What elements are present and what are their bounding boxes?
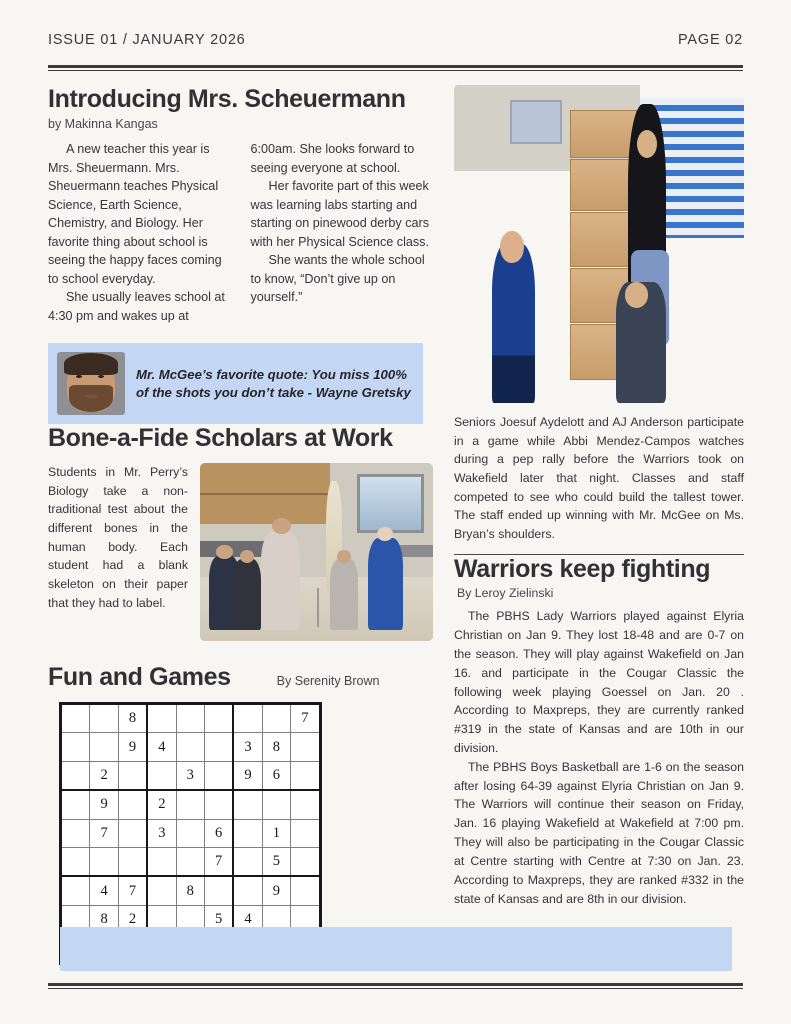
sudoku-cell[interactable] [262,704,290,733]
paragraph: The PBHS Lady Warriors played against Elyria Christian on Jan 9. They lost 18-48 and are 0-7 on the season. They will play against Wakefield on Jan 16. and participate in the Cougar Classic the following week playing Goessel on Jan. 20 . According to Maxpreps, they are currently ranked #319 in the state of Kansas and are 10th in our division. [454,609,744,755]
sudoku-cell[interactable]: 6 [204,819,233,847]
sudoku-cell[interactable] [90,704,118,733]
sudoku-cell[interactable] [233,704,262,733]
sudoku-cell[interactable] [61,704,90,733]
paragraph: She wants the whole school to know, “Don’t give up on yourself.” [250,253,425,304]
sudoku-cell[interactable] [204,790,233,819]
sudoku-cell[interactable]: 9 [118,733,147,761]
page-number-label: PAGE 02 [678,32,743,48]
sudoku-cell[interactable] [233,876,262,905]
sudoku-cell[interactable] [204,704,233,733]
sudoku-cell[interactable] [291,761,320,790]
fun-and-games-headline: Fun and Games [48,663,231,691]
mcgee-portrait-photo [57,352,125,415]
sudoku-cell[interactable] [118,790,147,819]
sudoku-cell[interactable]: 6 [262,761,290,790]
sudoku-cell[interactable]: 9 [233,761,262,790]
sudoku-cell[interactable] [291,876,320,905]
sudoku-cell[interactable]: 8 [262,733,290,761]
sudoku-cell[interactable] [176,733,204,761]
sudoku-row [61,733,321,761]
warriors-article-body [454,607,744,908]
fun-and-games-byline: By Serenity Brown [276,674,380,688]
sudoku-cell[interactable]: 7 [90,819,118,847]
sudoku-cell[interactable] [176,847,204,876]
sudoku-row [61,819,321,847]
sudoku-cell[interactable] [176,819,204,847]
sudoku-cell[interactable] [61,847,90,876]
sudoku-cell[interactable] [291,819,320,847]
sudoku-cell[interactable]: 1 [262,819,290,847]
sudoku-cell[interactable] [233,847,262,876]
sudoku-cell[interactable]: 3 [233,733,262,761]
left-column [48,85,433,965]
quote-text: Mr. McGee’s favorite quote: You miss 100% of the shots you don’t take - Wayne Gretsky [136,367,411,400]
teacher-article-byline: by Makinna Kangas [48,117,158,131]
sudoku-cell[interactable] [61,733,90,761]
sudoku-cell[interactable] [233,790,262,819]
sudoku-row [61,704,321,733]
sudoku-cell[interactable]: 4 [233,905,262,933]
footer-divider [48,983,743,989]
sudoku-cell[interactable] [61,876,90,905]
sudoku-cell[interactable]: 2 [147,790,176,819]
sudoku-cell[interactable] [147,761,176,790]
footer-banner [60,927,732,971]
sudoku-cell[interactable] [147,704,176,733]
sudoku-cell[interactable] [204,761,233,790]
sudoku-cell[interactable]: 8 [118,704,147,733]
quote-box [48,343,423,424]
sudoku-cell[interactable]: 4 [147,733,176,761]
sudoku-cell[interactable] [90,847,118,876]
sudoku-cell[interactable]: 7 [204,847,233,876]
sudoku-cell[interactable]: 5 [204,905,233,933]
biology-classroom-photo [200,463,433,641]
sudoku-cell[interactable] [118,847,147,876]
sudoku-row [61,790,321,819]
sudoku-cell[interactable]: 4 [90,876,118,905]
fun-and-games-header [48,663,433,691]
sudoku-cell[interactable]: 9 [90,790,118,819]
warriors-article-byline: By Leroy Zielinski [457,586,554,601]
sudoku-cell[interactable] [204,876,233,905]
sudoku-cell[interactable] [291,847,320,876]
sudoku-cell[interactable] [90,733,118,761]
pep-rally-photo [454,85,744,403]
sudoku-cell[interactable]: 9 [262,876,290,905]
paragraph: She usually leaves school at 4:30 pm and wakes up at 6:00am. She looks forward to seeing everyone at school. [48,142,415,323]
issue-label: ISSUE 01 / JANUARY 2026 [48,32,246,48]
sudoku-cell[interactable] [118,761,147,790]
sudoku-grid[interactable] [59,702,322,965]
paragraph: Her favorite part of this week was learning labs starting and starting on pinewood derby cars with her Physical Science class. [250,179,430,249]
sudoku-row [61,847,321,876]
sudoku-cell[interactable] [262,790,290,819]
right-column [454,85,744,965]
sudoku-cell[interactable] [118,819,147,847]
sudoku-row [61,761,321,790]
sudoku-cell[interactable]: 2 [118,905,147,933]
sudoku-cell[interactable] [204,733,233,761]
sudoku-cell[interactable]: 5 [262,847,290,876]
bones-article-headline: Bone-a-Fide Scholars at Work [48,424,393,452]
sudoku-cell[interactable]: 8 [90,905,118,933]
sudoku-cell[interactable] [61,819,90,847]
sudoku-cell[interactable]: 7 [118,876,147,905]
sudoku-cell[interactable] [147,847,176,876]
sudoku-cell[interactable] [176,704,204,733]
sudoku-row [61,876,321,905]
masthead [48,0,743,48]
header-divider [48,65,743,71]
pep-rally-caption: Seniors Joesuf Aydelott and AJ Anderson participate in a game while Abbi Mendez-Campos watches during a pep rally before the Warriors took on Wakefield later that night. Classes and staff competed to see who could build the tallest tower. The staff ended up winning with Mr. McGee on Ms. Bryan’s shoulders. [454,415,744,542]
sudoku-cell[interactable] [233,819,262,847]
teacher-article-headline: Introducing Mrs. Scheuermann [48,85,406,113]
sudoku-cell[interactable] [61,790,90,819]
bones-article-body: Students in Mr. Perry’s Biology take a non-traditional test about the different bones in the human body. Each student had a blank skeleton on their paper that they had to label. [48,465,188,610]
sudoku-cell[interactable] [61,761,90,790]
sudoku-cell[interactable]: 2 [90,761,118,790]
sudoku-cell[interactable] [291,790,320,819]
warriors-article-headline: Warriors keep fighting [454,555,711,584]
sudoku-cell[interactable] [291,733,320,761]
bones-article-body-wrap [48,463,433,641]
sudoku-cell[interactable] [147,876,176,905]
content-columns [48,85,743,965]
teacher-article-body [48,140,433,325]
paragraph: A new teacher this year is Mrs. Sheuermann. Mrs. Sheuermann teaches Physical Science, Earth Science, Chemistry, and Biology. Her favorite thing about school is seeing the happy faces coming to school everyday. [48,142,222,286]
sudoku-cell[interactable]: 3 [176,761,204,790]
sudoku-cell[interactable]: 7 [291,704,320,733]
sudoku-cell[interactable] [176,790,204,819]
sudoku-cell[interactable]: 8 [176,876,204,905]
sudoku-body [61,704,321,964]
sudoku-cell[interactable]: 3 [147,819,176,847]
paragraph: The PBHS Boys Basketball are 1-6 on the season after losing 64-39 against Elyria Christian on Jan 9. The Warriors will continue their season on Friday, Jan. 16 playing Wakefield at Wakefield at 7:00 pm. They will also be participating in the Cougar Classic at Centre starting with Centre at 7:30 on Jan. 23. According to Maxpreps, they are ranked #332 in the state of Kansas and are 8th in our division. [454,759,744,906]
